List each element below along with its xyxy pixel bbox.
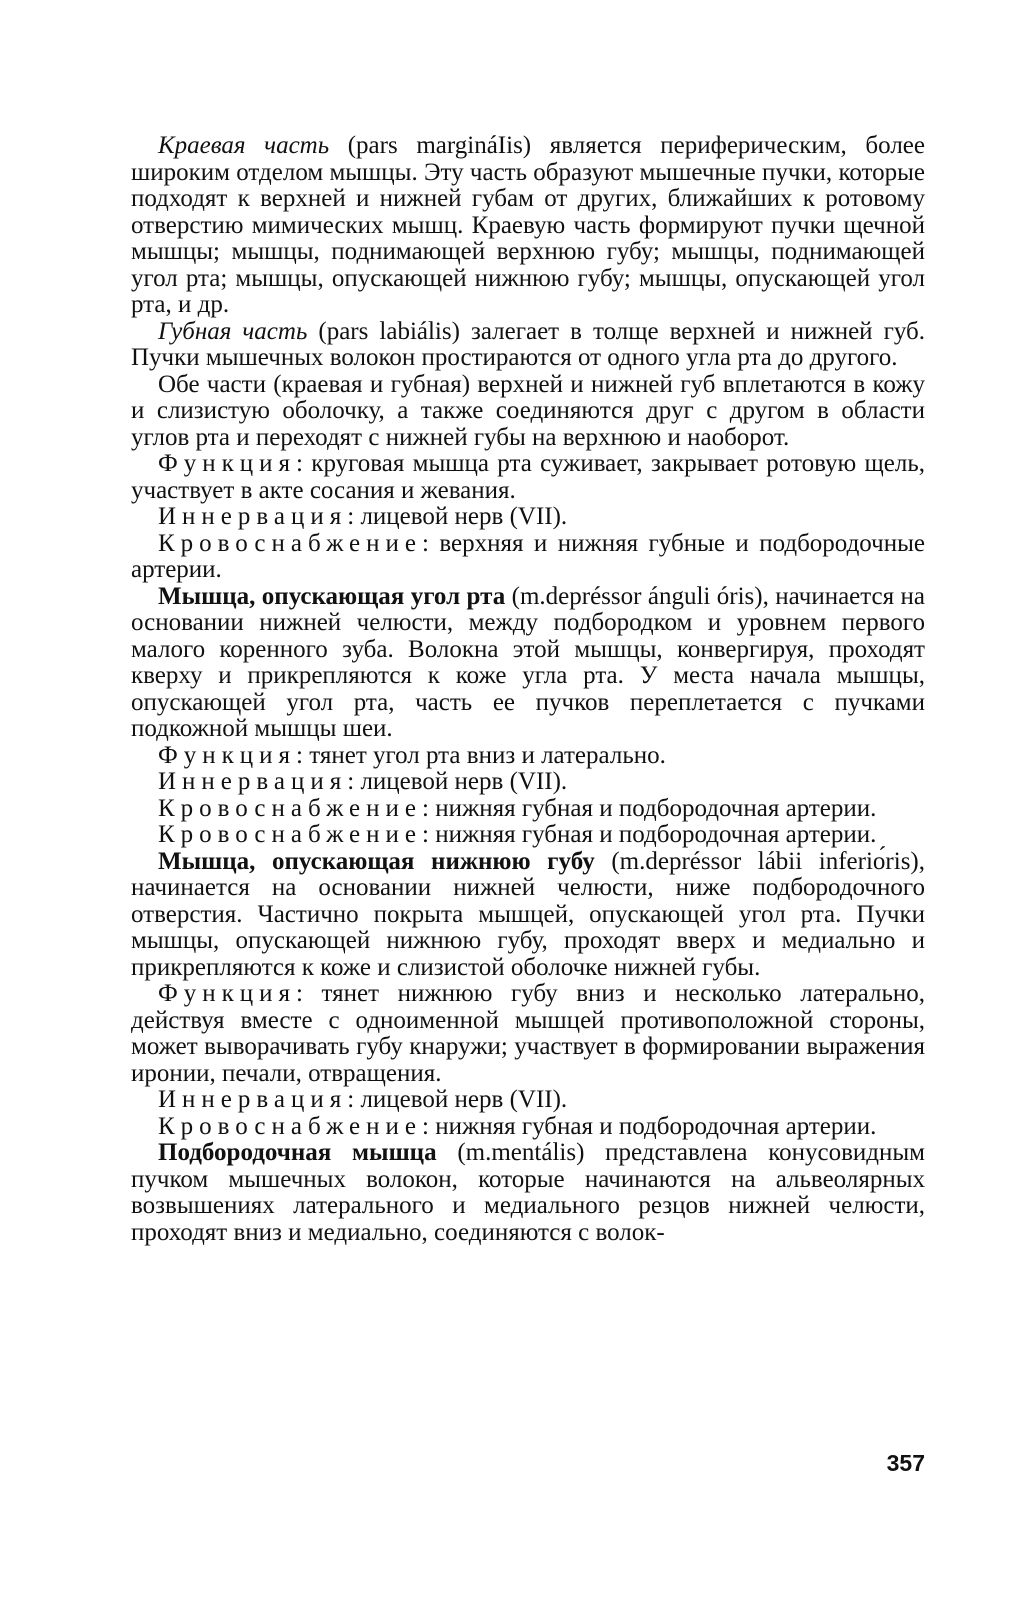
- muscle-heading: Мышца, опускающая угол рта: [158, 582, 506, 610]
- paragraph-text: Обе части (краевая и губная) верхней и нижней губ вплетаются в кожу и слизистую оболочку, а также соединяются друг с другом в области углов рта и переходят с нижней губы на верхнюю и наоборот.: [131, 370, 925, 451]
- spaced-heading: Иннервация: [158, 1086, 348, 1113]
- spaced-heading: Иннервация: [158, 503, 348, 530]
- spaced-heading: Функция: [158, 741, 297, 769]
- paragraph-text: : лицевой нерв (VII).: [347, 503, 568, 530]
- paragraph-text: : лицевой нерв (VII).: [347, 768, 568, 795]
- paragraph-innervation: [131, 769, 925, 796]
- spaced-heading: Функция: [158, 450, 297, 477]
- muscle-heading: Подбородочная мышца: [158, 1139, 437, 1166]
- paragraph-blood-supply: [131, 531, 925, 584]
- paragraph-text: : лицевой нерв (VII).: [347, 1086, 568, 1113]
- paragraph-function: [131, 451, 925, 504]
- paragraph-text: : нижняя губная и подбородочная артерии.: [422, 794, 877, 822]
- paragraph-function: [131, 981, 925, 1087]
- paragraph-text: (m.depréssor ánguli óris), начинается на основании нижней челюсти, между подбородком и уровнем первого малого коренного зуба. Волокна этой мышцы, конвергируя, проходят кверху и прикрепляются к коже угла рта. У места начала мышцы, опускающей угол рта, часть ее пучков переплетается с пучками подкожной мышцы шеи.: [131, 582, 925, 742]
- paragraph-text: : тянет угол рта вниз и латерально.: [296, 741, 666, 769]
- paragraph-mentalis: [131, 1140, 925, 1246]
- paragraph-pars-labialis: [131, 319, 925, 372]
- paragraph-innervation: [131, 1087, 925, 1114]
- page-body: [131, 133, 925, 1246]
- paragraph-text: : нижняя губная и подбородочная артерии.: [422, 821, 877, 848]
- muscle-heading: Мышца, опускающая нижнюю губу: [158, 847, 595, 875]
- paragraph-text: : нижняя губная и подбородочная артерии.: [422, 1112, 877, 1140]
- paragraph-innervation: [131, 504, 925, 531]
- page-number: 357: [886, 1450, 925, 1476]
- paragraph-text: (m.mentális) представлена конусовидным пучком мышечных волокон, которые начинаются на альвеолярных возвышениях латерального и медиального резцов нижней челюсти, проходят вниз и медиально, соединяются с волок-: [131, 1139, 925, 1246]
- spaced-heading: Кровоснабжение: [158, 1112, 422, 1140]
- paragraph-function: [131, 743, 925, 770]
- paragraph-text: (pars labiális) залегает в толще верхней и нижней губ. Пучки мышечных волокон простираются от одного угла рта до другого.: [131, 317, 925, 371]
- paragraph-pars-marginalis: [131, 133, 925, 319]
- paragraph-text: : верхняя и нижняя губные и подбородочные артерии.: [131, 529, 925, 583]
- paragraph-depressor-anguli-oris: [131, 584, 925, 743]
- paragraph-text: (pars margináIis) является периферическим, более широким отделом мышцы. Эту часть образуют мышечные пучки, которые подходят к верхней и нижней губам от других, ближайших к ротовому отверстию мимических мышц. Краевую часть формируют пучки щечной мышцы; мышцы, поднимающей верхнюю губу; мышцы, поднимающей угол рта; мышцы, опускающей нижнюю губу; мышцы, опускающей угол рта, и др.: [131, 132, 925, 318]
- spaced-heading: Кровоснабжение: [158, 794, 422, 822]
- spaced-heading: Функция: [158, 980, 297, 1007]
- spaced-heading: Кровоснабжение: [158, 529, 422, 557]
- spaced-heading: Иннервация: [158, 768, 348, 795]
- spaced-heading: Кровоснабжение: [158, 821, 422, 848]
- paragraph-blood-supply: [131, 822, 925, 849]
- paragraph-text: (m.depréssor lábii inferiо́ris), начинается на основании нижней челюсти, ниже подбородочного отверстия. Частично покрыта мышцей, опускающей угол рта. Пучки мышцы, опускающей нижнюю губу, проходят вверх и медиально и прикрепляются к коже и слизистой оболочке нижней губы.: [131, 847, 926, 981]
- paragraph-blood-supply: [131, 796, 925, 823]
- paragraph-depressor-labii-inferioris: [131, 849, 925, 982]
- paragraph-text: : круговая мышца рта суживает, закрывает ротовую щель, участвует в акте сосания и жевания.: [131, 450, 925, 504]
- paragraph-both-parts: [131, 372, 925, 452]
- term-italic: Губная часть: [158, 317, 308, 345]
- paragraph-text: : тянет нижнюю губу вниз и несколько латерально, действуя вместе с одноименной мышцей противоположной стороны, может выворачивать губу кнаружи; участвует в формировании выражения иронии, печали, отвращения.: [131, 980, 925, 1087]
- term-italic: Краевая часть: [158, 132, 330, 159]
- paragraph-blood-supply: [131, 1114, 925, 1141]
